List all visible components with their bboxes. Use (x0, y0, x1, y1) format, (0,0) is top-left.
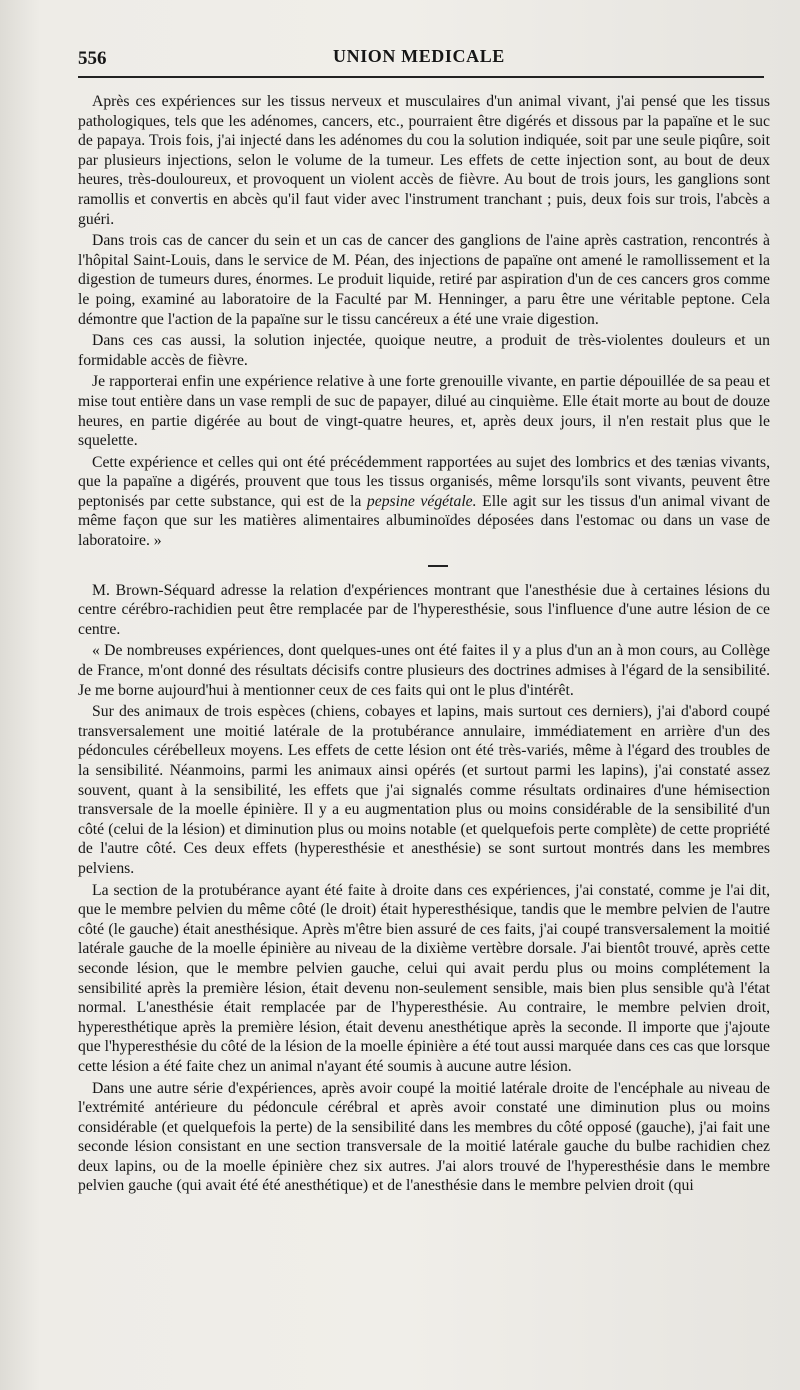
paragraph-text: Cette expérience et celles qui ont été précédemment rapportées au sujet des lombrics et des tænias vivants, que la papaïne a digérés, prouvent que tous les tissus organisés, même lorsqu'ils sont vivants, peuvent être peptonisés par cette substance, qui est de la (78, 453, 770, 510)
paragraph: Je rapporterai enfin une expérience relative à une forte grenouille vivante, en partie dépouillée de sa peau et mise tout entière dans un vase rempli de suc de papayer, dilué au cinquième. Elle était morte au bout de douze heures, en partie digérée au bout de vingt-quatre heures, et, après deux jours, il n'en restait plus que le squelette. (78, 373, 770, 450)
paragraph-pepsine (78, 453, 770, 551)
paragraph: Après ces expériences sur les tissus nerveux et musculaires d'un animal vivant, j'ai pensé que les tissus pathologiques, tels que les adénomes, cancers, etc., pourraient être digérés et dissous par la papaïne et le suc de papaya. Trois fois, j'ai injecté dans les adénomes du cou la solution indiquée, soit par une seule piqûre, soit par plusieurs injections, selon le volume de la tumeur. Les effets de cette injection sont, au bout de deux heures, très-douloureux, et provoquent un violent accès de fièvre. Au bout de trois jours, les ganglions sont ramollis et convertis en abcès qu'il faut vider avec l'instrument tranchant ; puis, deux fois sur trois, l'abcès a guéri. (78, 93, 770, 228)
page-number: 556 (78, 48, 107, 69)
paragraph: M. Brown-Séquard adresse la relation d'expériences montrant que l'anesthésie due à certaines lésions du centre cérébro-rachidien peut être remplacée par de l'hyperesthésie, sous l'influence d'une autre lésion de ce centre. (78, 581, 770, 638)
paragraph: Sur des animaux de trois espèces (chiens, cobayes et lapins, mais surtout ces derniers), j'ai d'abord coupé transversalement une moitié latérale de la protubérance annulaire, immédiatement en arrière d'un des pédoncules cérébelleux moyens. Les effets de cette lésion ont été très-variés, même à l'égard des troubles de la sensibilité. Néanmoins, parmi les animaux ainsi opérés (et surtout parmi les lapins), j'ai constaté assez souvent, quant à la sensibilité, les effets que j'ai signalés comme résultats ordinaires d'une hémisection transversale de la moelle épinière. Il y a eu augmentation plus ou moins considérable de la sensibilité d'un côté (celui de la lésion) et diminution plus ou moins notable (et quelquefois perte complète) de cette propriété de l'autre côté. Ces deux effets (hyperesthésie et anesthésie) se sont surtout montrés dans les membres pelviens. (78, 703, 770, 877)
paragraph: Dans une autre série d'expériences, après avoir coupé la moitié latérale droite de l'encéphale au niveau de l'extrémité antérieure du pédoncule cérébral et après avoir constaté une diminution plus ou moins considérable (et quelquefois la perte) de la sensibilité dans les membres du côté opposé (gauche), j'ai fait une seconde lésion consistant en une section transversale de la moitié latérale gauche du bulbe rachidien chez deux lapins, ou de la moelle épinière chez six autres. J'ai alors trouvé de l'hyperesthésie dans le membre pelvien gauche (qui avait été été anesthétique) et de l'anesthésie dans le membre pelvien droit (qui (78, 1079, 770, 1195)
section-divider (78, 553, 770, 581)
paragraph: La section de la protubérance ayant été faite à droite dans ces expériences, j'ai constaté, comme je l'ai dit, que le membre pelvien du même côté (le droit) était hyperesthésique, tandis que le membre pelvien de l'autre côté (le gauche) était anesthésique. Après m'être bien assuré de ces faits, j'ai coupé transversalement la moitié latérale gauche de la moelle épinière au niveau de la dixième vertèbre dorsale. J'ai bientôt trouvé, après cette seconde lésion, que le membre pelvien gauche, celui qui avait perdu plus ou moins complétement la sensibilité après la première lésion, était devenu non-seulement sensible, mais bien plus sensible qu'à l'état normal. L'anesthésie était remplacée par de l'hyperesthésie. Au contraire, le membre pelvien droit, hyperesthétique après la première lésion, était devenu anesthétique après la seconde. Il importe que j'ajoute que l'hyperesthésie du côté de la lésion de la moelle épinière a été tout aussi marquée dans ces cas que lorsque cette lésion a été faite chez un animal n'ayant été soumis à aucune autre lésion. (78, 881, 770, 1075)
article-body (78, 92, 770, 1196)
running-title: UNION MEDICALE (333, 46, 505, 66)
page-header (78, 44, 764, 78)
italic-term: pepsine végétale. (366, 492, 477, 510)
paragraph: Dans ces cas aussi, la solution injectée, quoique neutre, a produit de très-violentes douleurs et un formidable accès de fièvre. (78, 332, 770, 369)
paragraph: « De nombreuses expériences, dont quelques-unes ont été faites il y a plus d'un an à mon cours, au Collège de France, m'ont donné des résultats décisifs contre plusieurs des doctrines admises à l'égard de la sensibilité. Je me borne aujourd'hui à mentionner ceux de ces faits qui ont le plus d'intérêt. (78, 642, 770, 699)
paragraph-text: Elle agit sur les tissus d'un animal vivant de même façon que sur les matières alimentaires albuminoïdes déposées dans l'estomac ou dans un vase de laboratoire. » (78, 492, 770, 550)
paragraph: Dans trois cas de cancer du sein et un cas de cancer des ganglions de l'aine après castration, rencontrés à l'hôpital Saint-Louis, dans le service de M. Péan, des injections de papaïne ont amené le ramollissement et la digestion de tumeurs dures, énormes. Le produit liquide, retiré par aspiration d'un de ces cancers gros comme le poing, examiné au laboratoire de la Faculté par M. Henninger, a paru être une véritable peptone. Cela démontre que l'action de la papaïne sur le tissu cancéreux a été une vraie digestion. (78, 232, 770, 328)
